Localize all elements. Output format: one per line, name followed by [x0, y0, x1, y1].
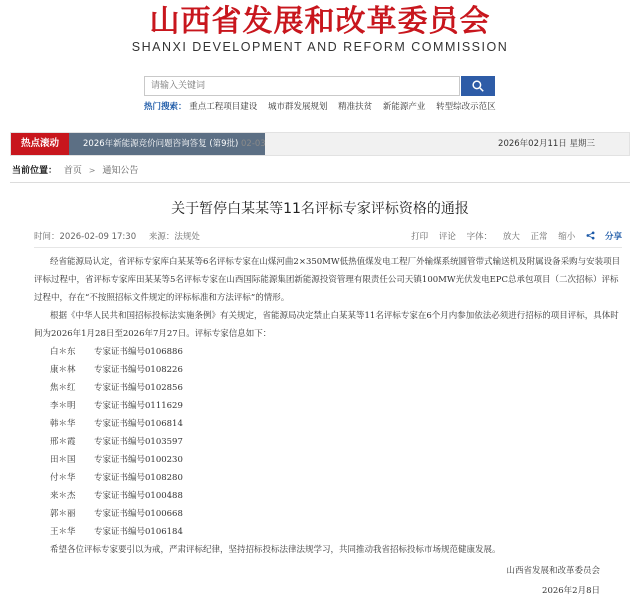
comment-button[interactable]: 评论	[438, 232, 456, 242]
expert-name: 韩＊华	[50, 419, 76, 429]
expert-cert: 专家证书编号0103597	[94, 437, 183, 447]
article-meta	[34, 230, 210, 244]
ticker-headline-date: 02-03	[241, 139, 266, 149]
ticker-headline[interactable]: 2026年新能源竞价问题咨询答复 (第9批)	[83, 139, 239, 149]
share-icon	[586, 231, 595, 240]
share-label: 分享	[604, 232, 622, 242]
hot-search-item[interactable]: 精准扶贫	[338, 102, 373, 112]
print-button[interactable]: 打印	[411, 232, 429, 242]
expert-name: 白＊东	[50, 347, 76, 357]
body-paragraph: 经省能源局认定，省评标专家库白某某等6名评标专家在山煤河曲2×350MW低热值煤发电工程厂外输煤系统圆管带式输送机及附属设备采购与安装项目评标过程中，省评标专家库田某某等5名评标专家在山西国际能源集团新能源投资管理有限责任公司天镇100MW光伏发电EPC总承包项目（二次招标）评标过程中，存在“不按照招标文件规定的评标标准和方法评标”的情形。	[34, 257, 621, 303]
search-input[interactable]	[144, 76, 460, 96]
list-item	[34, 451, 622, 469]
breadcrumb-home[interactable]: 首页	[63, 166, 82, 176]
list-item	[34, 469, 622, 487]
expert-name: 郭＊丽	[50, 509, 76, 519]
search-button[interactable]	[461, 76, 495, 96]
body-paragraph: 根据《中华人民共和国招标投标法实施条例》有关规定，省能源局决定禁止白某某等11名评标专家在6个月内参加依法必须进行招标的项目评标，具体时间为2026年1月28日至2026年7月27日。评标专家信息如下：	[34, 311, 619, 339]
expert-name: 康＊林	[50, 365, 76, 375]
breadcrumb	[12, 164, 142, 178]
ticker-label: 热点滚动	[11, 133, 69, 155]
news-ticker	[10, 132, 630, 156]
hot-search-item[interactable]: 转型综改示范区	[436, 102, 496, 112]
expert-list	[34, 343, 622, 541]
expert-cert: 专家证书编号0100488	[94, 491, 183, 501]
list-item	[34, 433, 622, 451]
list-item	[34, 343, 622, 361]
closing-paragraph: 希望各位评标专家要引以为戒，严肃评标纪律，坚持招标投标法律法规学习，共同推动我省招标投标市场规范健康发展。	[50, 545, 501, 555]
list-item	[34, 397, 622, 415]
current-date: 2026年02月11日 星期三	[498, 139, 595, 149]
article-body	[34, 253, 622, 559]
search-icon	[472, 80, 484, 92]
list-item	[34, 361, 622, 379]
font-enlarge-button[interactable]: 放大	[502, 232, 520, 242]
list-item	[34, 487, 622, 505]
breadcrumb-label: 当前位置：	[12, 166, 58, 176]
expert-cert: 专家证书编号0106814	[94, 419, 183, 429]
font-normal-button[interactable]: 正常	[530, 232, 548, 242]
hot-search-item[interactable]: 新能源产业	[382, 102, 426, 112]
expert-cert: 专家证书编号0102856	[94, 383, 183, 393]
list-item	[34, 415, 622, 433]
article-actions	[403, 230, 622, 244]
list-item	[34, 505, 622, 523]
share-button[interactable]	[586, 232, 622, 242]
site-logo-subtitle: SHANXI DEVELOPMENT AND REFORM COMMISSION	[131, 40, 509, 54]
signature-org: 山西省发展和改革委员会	[506, 566, 600, 576]
expert-name: 王＊华	[50, 527, 76, 537]
font-shrink-button[interactable]: 缩小	[558, 232, 576, 242]
article	[10, 183, 630, 603]
list-item	[34, 523, 622, 541]
divider	[34, 247, 622, 248]
site-header	[0, 0, 640, 130]
hot-search-label: 热门搜索：	[144, 102, 187, 112]
expert-cert: 专家证书编号0111629	[94, 401, 183, 411]
expert-cert: 专家证书编号0108280	[94, 473, 183, 483]
signature-date: 2026年2月8日	[542, 586, 600, 596]
breadcrumb-current[interactable]: 通知公告	[102, 166, 139, 176]
expert-cert: 专家证书编号0106184	[94, 527, 183, 537]
expert-cert: 专家证书编号0100230	[94, 455, 183, 465]
expert-cert: 专家证书编号0100668	[94, 509, 183, 519]
expert-name: 付＊华	[50, 473, 76, 483]
expert-cert: 专家证书编号0106886	[94, 347, 183, 357]
publish-time: 时间：2026-02-09 17:30	[34, 232, 137, 242]
hot-search-item[interactable]: 城市群发展规划	[267, 102, 328, 112]
expert-name: 田＊国	[50, 455, 76, 465]
breadcrumb-chevron-icon: >	[88, 166, 96, 175]
expert-cert: 专家证书编号0108226	[94, 365, 183, 375]
hot-search-bar	[144, 100, 504, 114]
article-source: 来源：法规处	[148, 232, 200, 242]
article-title: 关于暂停白某某等11名评标专家评标资格的通报	[171, 201, 469, 217]
list-item	[34, 379, 622, 397]
expert-name: 李＊明	[50, 401, 76, 411]
hot-search-item[interactable]: 重点工程项目建设	[189, 102, 258, 112]
font-size-label: 字体：	[466, 232, 493, 242]
expert-name: 邢＊霞	[50, 437, 76, 447]
expert-name: 来＊杰	[50, 491, 76, 501]
expert-name: 焦＊红	[50, 383, 76, 393]
site-logo-title[interactable]: 山西省发展和改革委员会	[149, 4, 491, 39]
